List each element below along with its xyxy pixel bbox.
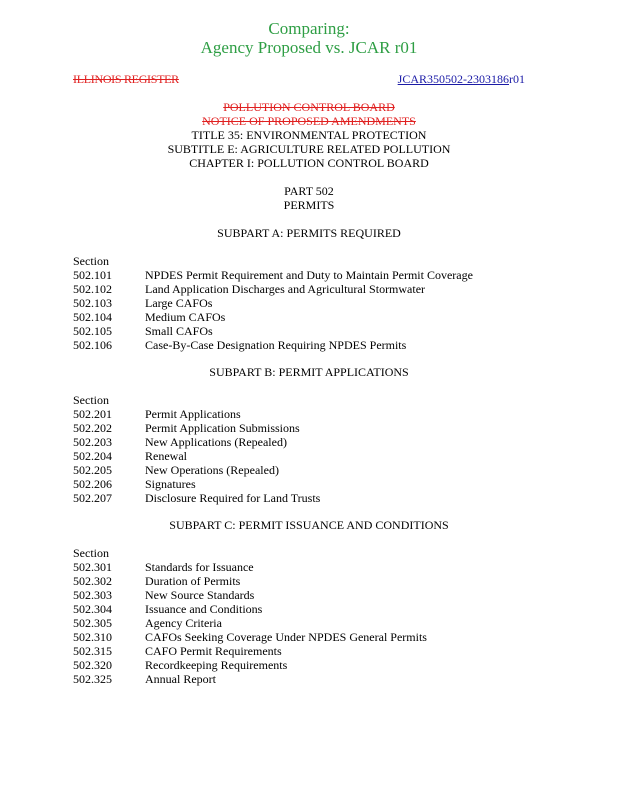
section-title: Land Application Discharges and Agricultural Stormwater <box>145 282 426 296</box>
subpart-c-heading: SUBPART C: PERMIT ISSUANCE AND CONDITIONS <box>169 518 449 532</box>
comparison-header <box>0 19 618 57</box>
toc-row[interactable] <box>73 310 553 324</box>
section-number: 502.105 <box>73 324 112 338</box>
section-title: CAFOs Seeking Coverage Under NPDES General Permits <box>145 630 427 644</box>
section-title: Issuance and Conditions <box>145 602 263 616</box>
section-title: Small CAFOs <box>145 324 213 338</box>
toc-row[interactable] <box>73 477 553 491</box>
section-label: Section <box>73 393 109 407</box>
toc-row[interactable] <box>73 282 553 296</box>
toc-row[interactable] <box>73 296 553 310</box>
section-number: 502.106 <box>73 338 112 352</box>
subpart-b-heading: SUBPART B: PERMIT APPLICATIONS <box>209 365 409 379</box>
section-number: 502.320 <box>73 658 112 672</box>
toc-row[interactable] <box>73 658 553 672</box>
section-label: Section <box>73 254 109 268</box>
section-number: 502.303 <box>73 588 112 602</box>
section-title: NPDES Permit Requirement and Duty to Maintain Permit Coverage <box>145 268 473 282</box>
toc-row[interactable] <box>73 324 553 338</box>
section-number: 502.205 <box>73 463 112 477</box>
comparison-header-line2: Agency Proposed vs. JCAR r01 <box>200 38 418 57</box>
section-number: 502.104 <box>73 310 112 324</box>
part-name: PERMITS <box>283 198 335 212</box>
section-title: Duration of Permits <box>145 574 241 588</box>
deleted-board-name: POLLUTION CONTROL BOARD <box>223 100 395 114</box>
register-code-main: JCAR350502-2303186 <box>397 72 509 86</box>
toc-row[interactable] <box>73 630 553 644</box>
toc-row[interactable] <box>73 463 553 477</box>
chapter-line: CHAPTER I: POLLUTION CONTROL BOARD <box>189 156 429 170</box>
section-title: Standards for Issuance <box>145 560 254 574</box>
section-number: 502.102 <box>73 282 112 296</box>
section-number: 502.325 <box>73 672 112 686</box>
section-title: Disclosure Required for Land Trusts <box>145 491 321 505</box>
section-title: Renewal <box>145 449 187 463</box>
section-title: Signatures <box>145 477 196 491</box>
section-number: 502.202 <box>73 421 112 435</box>
subpart-c-toc <box>73 546 553 686</box>
section-number: 502.204 <box>73 449 112 463</box>
section-title: New Source Standards <box>145 588 255 602</box>
toc-row[interactable] <box>73 491 553 505</box>
toc-row[interactable] <box>73 574 553 588</box>
section-title: Recordkeeping Requirements <box>145 658 288 672</box>
section-title: Annual Report <box>145 672 216 686</box>
section-number: 502.302 <box>73 574 112 588</box>
toc-row[interactable] <box>73 588 553 602</box>
section-number: 502.201 <box>73 407 112 421</box>
toc-row[interactable] <box>73 602 553 616</box>
section-number: 502.305 <box>73 616 112 630</box>
section-title: Case-By-Case Designation Requiring NPDES Permits <box>145 338 407 352</box>
toc-row[interactable] <box>73 449 553 463</box>
toc-row[interactable] <box>73 435 553 449</box>
part-number: PART 502 <box>284 184 334 198</box>
register-code-suffix: r01 <box>509 72 525 86</box>
toc-row[interactable] <box>73 616 553 630</box>
section-title: Permit Application Submissions <box>145 421 300 435</box>
toc-row[interactable] <box>73 672 553 686</box>
section-title: New Operations (Repealed) <box>145 463 279 477</box>
section-label: Section <box>73 546 109 560</box>
section-number: 502.203 <box>73 435 112 449</box>
comparison-header-line1: Comparing: <box>268 19 350 38</box>
section-number: 502.315 <box>73 644 112 658</box>
register-name-deleted: ILLINOIS REGISTER <box>73 72 179 86</box>
section-title: Medium CAFOs <box>145 310 226 324</box>
toc-row[interactable] <box>73 338 553 352</box>
subtitle-line: SUBTITLE E: AGRICULTURE RELATED POLLUTION <box>167 142 451 156</box>
part-header <box>0 184 618 212</box>
section-number: 502.101 <box>73 268 112 282</box>
subpart-a-heading: SUBPART A: PERMITS REQUIRED <box>217 226 401 240</box>
title-line: TITLE 35: ENVIRONMENTAL PROTECTION <box>191 128 427 142</box>
toc-row[interactable] <box>73 644 553 658</box>
section-number: 502.310 <box>73 630 112 644</box>
section-number: 502.304 <box>73 602 112 616</box>
section-number: 502.206 <box>73 477 112 491</box>
register-line <box>73 72 525 88</box>
subpart-a-toc <box>73 254 553 352</box>
section-number: 502.301 <box>73 560 112 574</box>
section-title: Permit Applications <box>145 407 241 421</box>
section-title: Large CAFOs <box>145 296 213 310</box>
register-code <box>398 72 525 86</box>
toc-row[interactable] <box>73 560 553 574</box>
section-title: CAFO Permit Requirements <box>145 644 282 658</box>
section-number: 502.103 <box>73 296 112 310</box>
subpart-b-toc <box>73 393 553 505</box>
toc-row[interactable] <box>73 421 553 435</box>
document-header <box>0 100 618 170</box>
section-title: Agency Criteria <box>145 616 222 630</box>
section-number: 502.207 <box>73 491 112 505</box>
deleted-notice-line: NOTICE OF PROPOSED AMENDMENTS <box>202 114 416 128</box>
toc-row[interactable] <box>73 407 553 421</box>
section-title: New Applications (Repealed) <box>145 435 287 449</box>
toc-row[interactable] <box>73 268 553 282</box>
